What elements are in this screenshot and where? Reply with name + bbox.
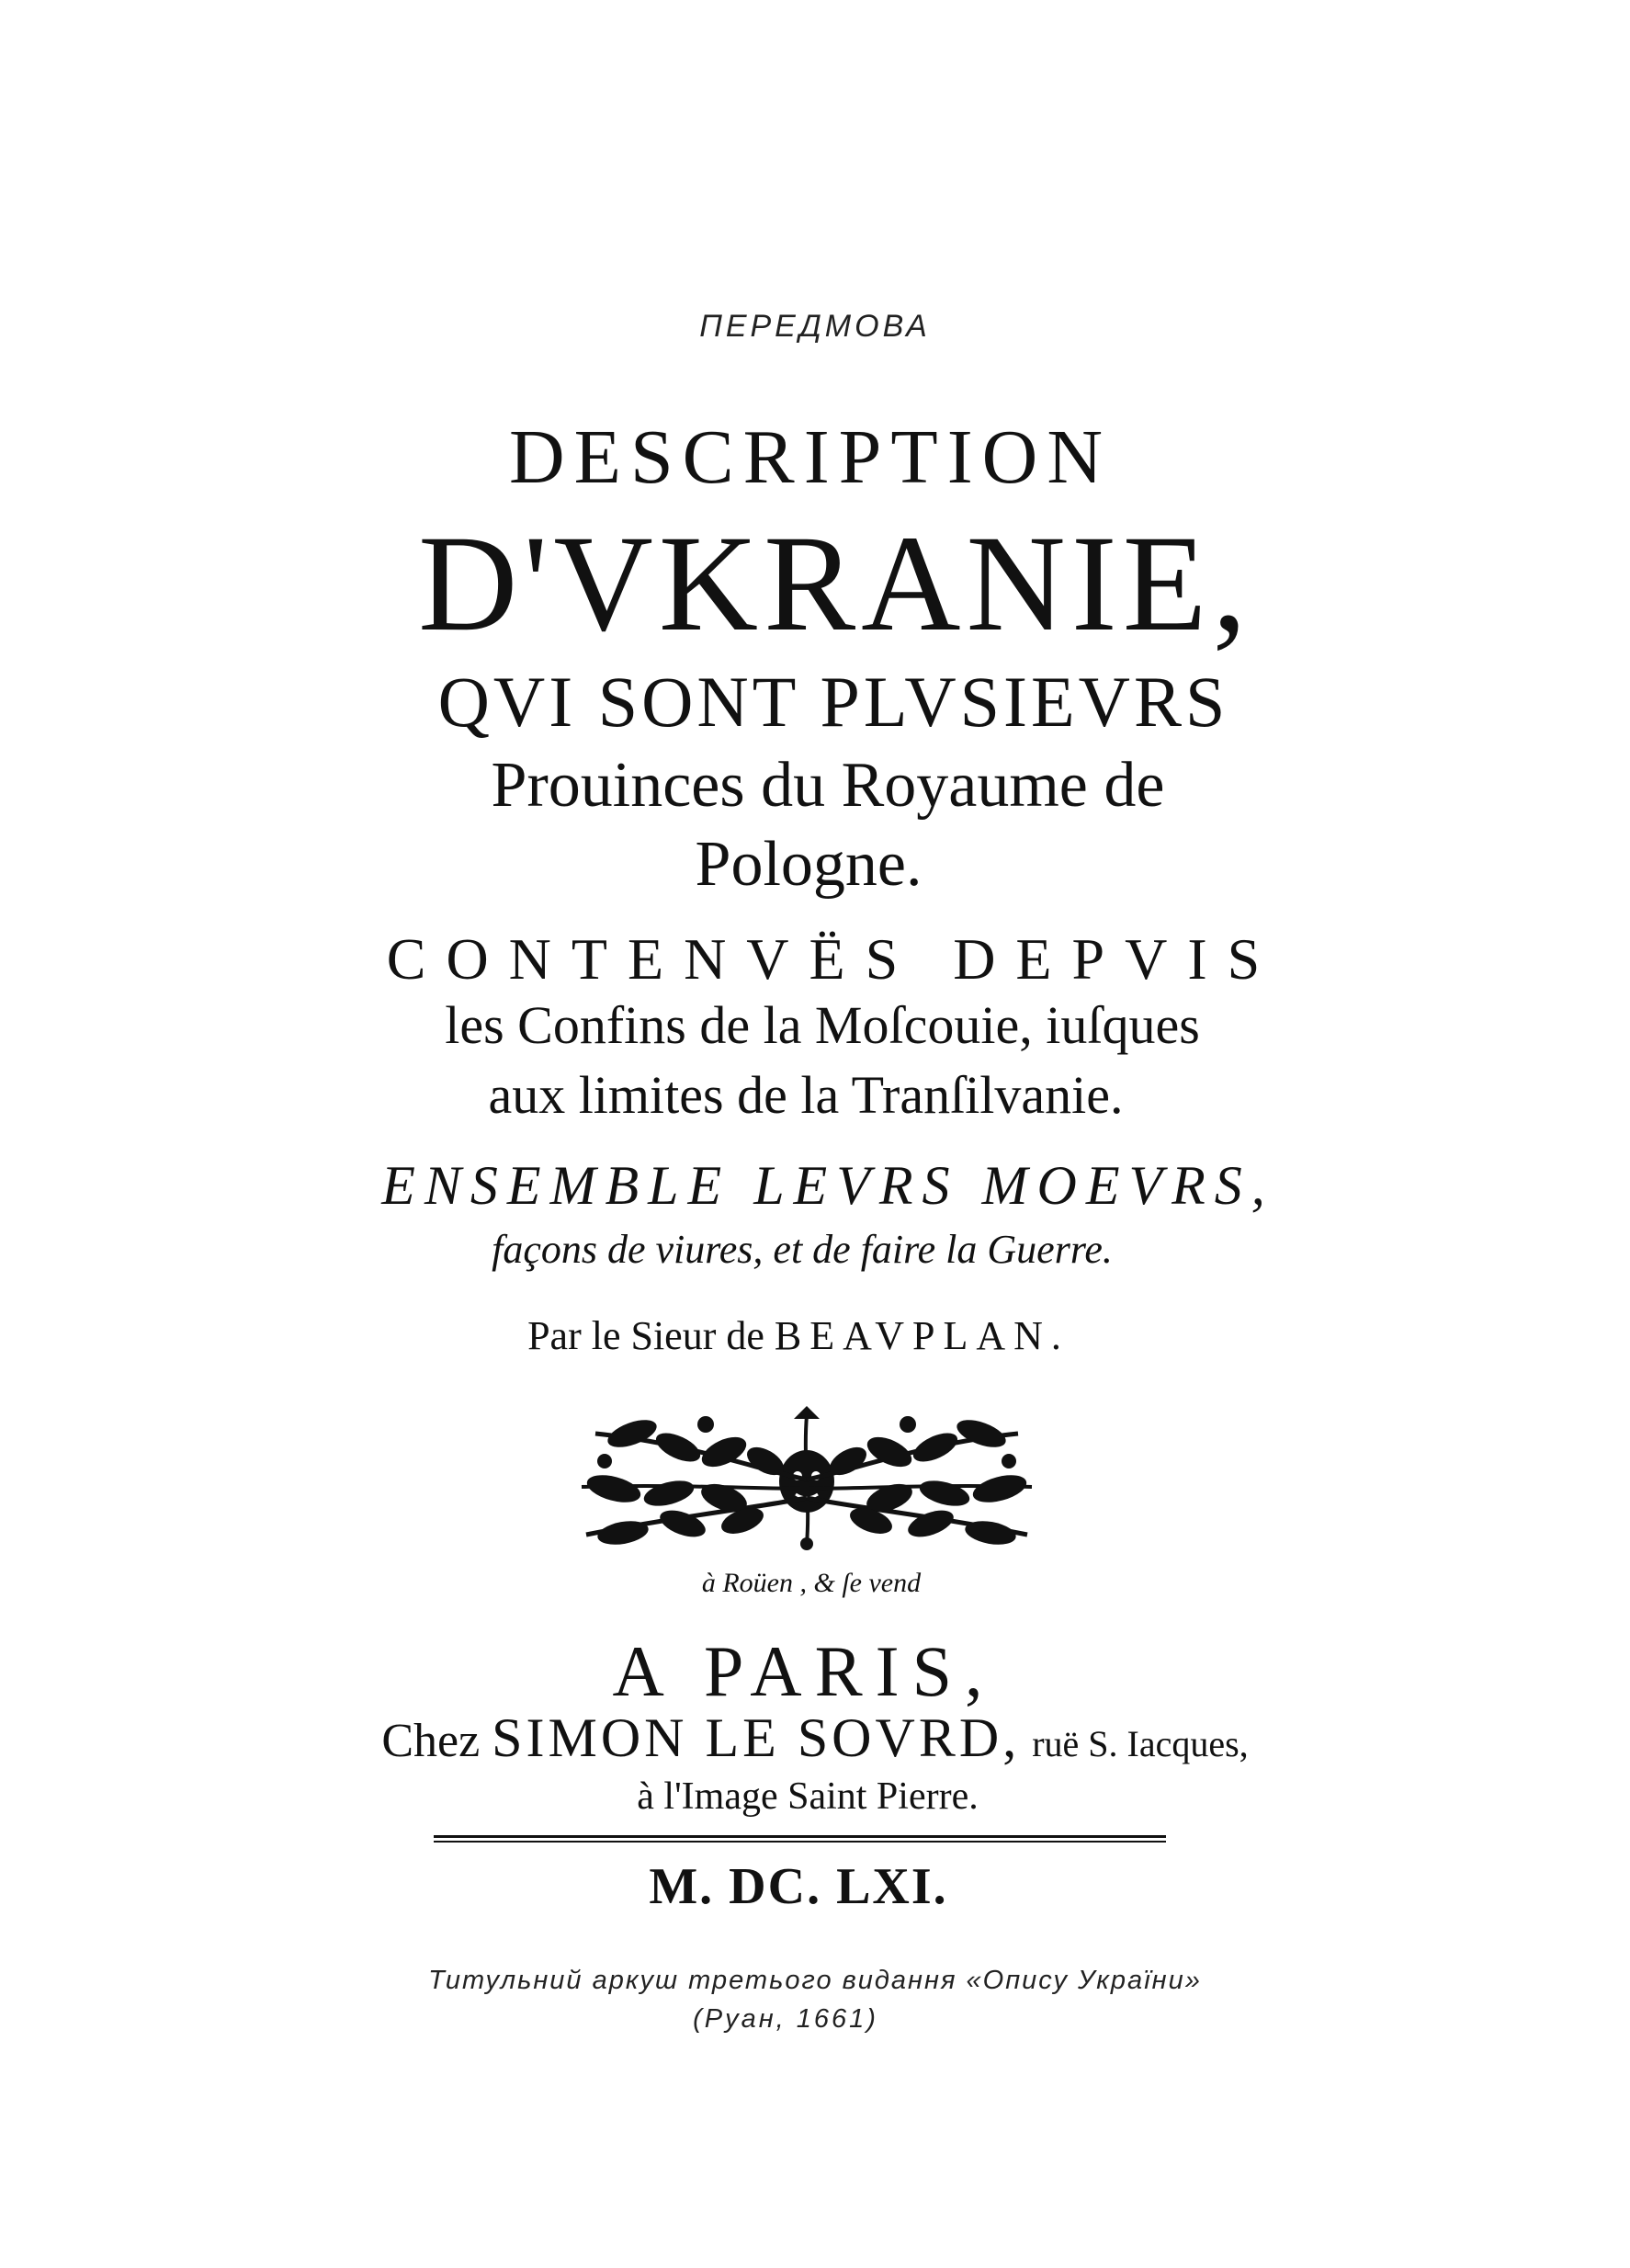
caption-line-2: (Руан, 1661) xyxy=(693,2004,878,2034)
publication-year: M. DC. LXI. xyxy=(649,1858,948,1915)
floral-vignette-icon xyxy=(577,1406,1036,1557)
imprint-street: ruë S. Iacques, xyxy=(1032,1723,1249,1764)
title-line-7: les Confins de la Moſcouie, iuſques xyxy=(445,995,1200,1055)
double-rule-top xyxy=(434,1835,1166,1838)
title-line-3: QVI SONT PLVSIEVRS xyxy=(437,662,1229,742)
imprint-chez: Chez xyxy=(381,1715,481,1767)
imprint-sold-at: à Roüen , & ſe vend xyxy=(701,1568,922,1598)
title-line-6: CONTENVËS DEPVIS xyxy=(386,926,1281,992)
imprint-sign: à l'Image Saint Pierre. xyxy=(637,1775,979,1818)
title-line-1: DESCRIPTION xyxy=(508,414,1113,500)
author-prefix: Par le Sieur de xyxy=(527,1313,764,1358)
imprint-printer-line xyxy=(0,1707,1630,1768)
title-line-5: Pologne. xyxy=(695,829,923,900)
author-name: BEAVPLAN. xyxy=(774,1313,1070,1358)
imprint-city: A PARIS, xyxy=(612,1631,996,1711)
section-header: ПЕРЕДМОВА xyxy=(699,309,931,344)
title-line-4: Prouinces du Royaume de xyxy=(491,750,1165,821)
title-line-9: ENSEMBLE LEVRS MOEVRS, xyxy=(381,1155,1274,1216)
double-rule-bottom xyxy=(434,1841,1166,1843)
title-line-10: façons de viures, et de faire la Guerre. xyxy=(492,1227,1113,1272)
title-line-2: D'VKRANIE, xyxy=(418,507,1252,660)
title-line-8: aux limites de la Tranſilvanie. xyxy=(488,1065,1124,1125)
caption-line-1: Титульний аркуш третього видання «Опису України» xyxy=(428,1966,1202,1995)
imprint-printer: SIMON LE SOVRD, xyxy=(492,1707,1021,1768)
author-line xyxy=(0,1313,1613,1358)
